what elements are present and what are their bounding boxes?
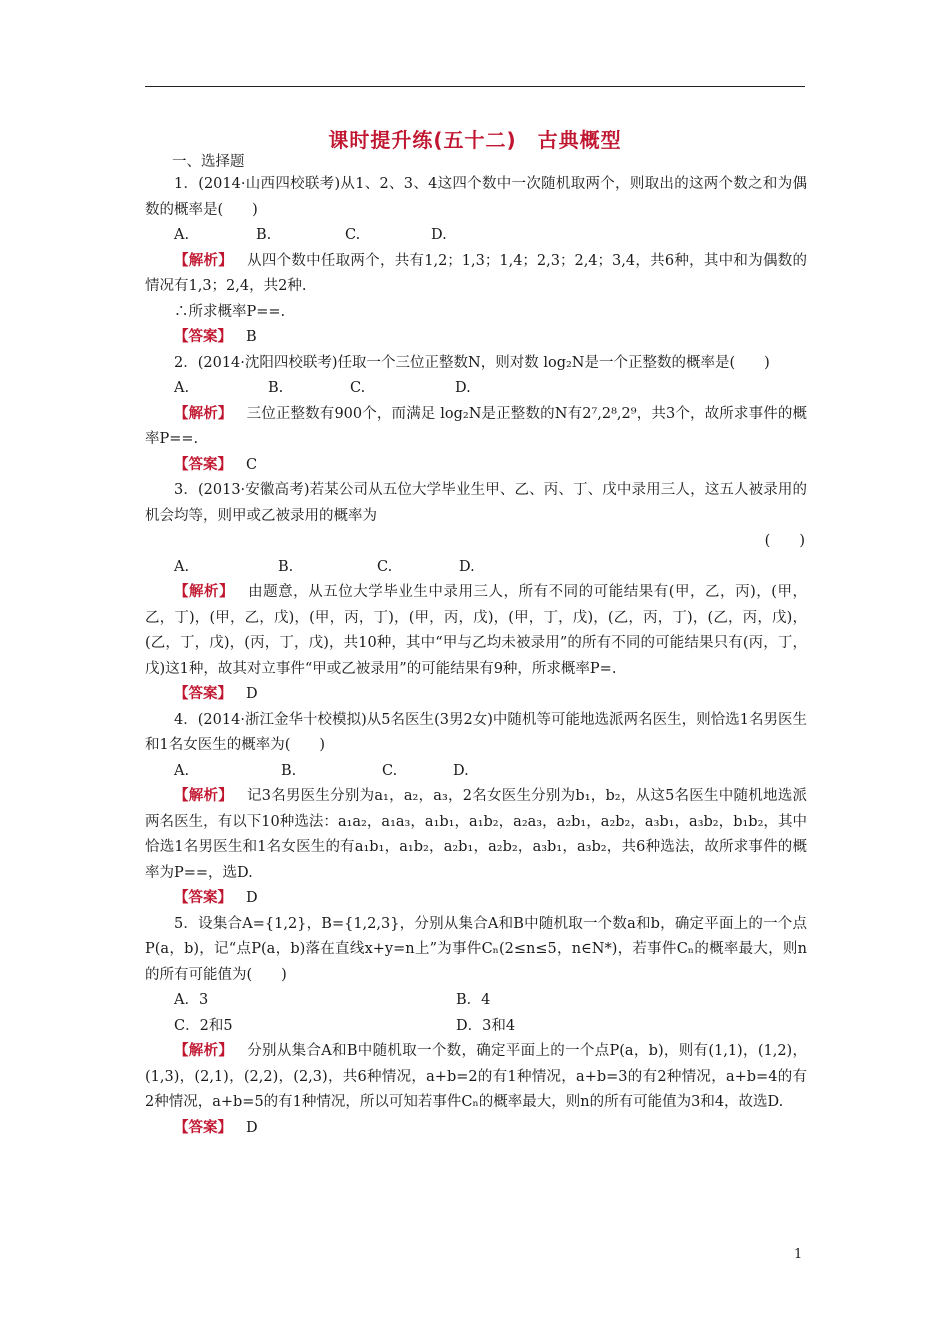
page-title: 课时提升练(五十二) 古典概型 — [328, 128, 622, 152]
q5-stem: 5．设集合A={1,2}，B={1,2,3}，分别从集合A和B中随机取一个数a和b，确定平面上的一个点P(a，b)，记“点P(a，b)落在直线x+y=n上”为事件Cₙ(2≤n≤5，n∈N*)，若事件Cₙ的概率最大，则n的所有可能值为( ) — [145, 915, 807, 983]
q3-analysis — [145, 580, 807, 682]
q5-answer — [145, 1116, 807, 1142]
q1-answer — [145, 325, 807, 351]
q2-option-a: A. — [174, 380, 190, 396]
q4-analysis — [145, 784, 807, 886]
q3-option-b: B. — [278, 558, 294, 575]
page-number: 1 — [794, 1247, 803, 1262]
q1-option-c: C. — [345, 227, 361, 243]
q3-answer-value: D — [246, 686, 258, 702]
q4-stem: 4．(2014·浙江金华十校模拟)从5名医生(3男2女)中随机等可能地选派两名医生，则恰选1名男医生和1名女医生的概率为( ) — [145, 711, 807, 753]
answer-label: 【答案】 — [174, 456, 232, 473]
q3-analysis-text: 由题意，从五位大学毕业生中录用三人，所有不同的可能结果有(甲，乙，丙)，(甲，乙，丁)，(甲，乙，戊)，(甲，丙，丁)，(甲，丙，戊)，(甲，丁，戊)，(乙，丙，丁)，(乙，丙，戊)，(乙，丁，戊)，(丙，丁，戊)，共10种，其中“甲与乙均未被录用”的所有不同的可能结果只有(丙，丁，戊)这1种，故其对立事件“甲或乙被录用”的可能结果有9种，所求概率P=. — [145, 584, 808, 677]
analysis-label: 【解析】 — [174, 1043, 234, 1059]
q4-answer-value: D — [246, 890, 258, 906]
analysis-label: 【解析】 — [174, 405, 233, 422]
answer-label: 【答案】 — [174, 1119, 232, 1136]
q5-option-b: B．4 — [456, 992, 491, 1008]
q5-analysis — [145, 1039, 807, 1116]
q5-answer-value: D — [246, 1119, 258, 1136]
q1-option-b: B. — [256, 227, 272, 243]
q2-answer-value: C — [246, 456, 258, 473]
answer-label: 【答案】 — [174, 686, 232, 702]
q1-option-a: A. — [174, 227, 190, 243]
q2-option-b: B. — [268, 380, 284, 396]
q4-option-b: B. — [281, 762, 297, 779]
q1-answer-value: B — [246, 329, 257, 345]
q5-options — [145, 988, 807, 1039]
q3-stem: 3．(2013·安徽高考)若某公司从五位大学毕业生甲、乙、丙、丁、戊中录用三人，这五人被录用的机会均等，则甲或乙被录用的概率为 — [145, 482, 807, 524]
q4-answer — [145, 886, 807, 912]
q3-answer — [145, 682, 807, 708]
analysis-label: 【解析】 — [174, 788, 233, 804]
question-list — [145, 172, 807, 1141]
q5-option-c: C．2和5 — [174, 1017, 233, 1034]
q5-analysis-text: 分别从集合A和B中随机取一个数，确定平面上的一个点P(a，b)，则有(1,1)，(1,2)，(1,3)，(2,1)，(2,2)，(2,3)，共6种情况，a+b=2的有1种情况，a+b=3的有2种情况，a+b=4的有2种情况，a+b=5的有1种情况，所以可知若事件Cₙ的概率最大，则n的所有可能值为3和4，故选D. — [145, 1043, 808, 1110]
q2-options — [145, 376, 807, 402]
q4-option-d: D. — [453, 762, 469, 779]
q3-answer-paren: ( ) — [764, 533, 805, 549]
q2-option-c: C. — [350, 380, 366, 396]
q2-analysis-text: 三位正整数有900个，而满足 log₂N是正整数的N有2⁷,2⁸,2⁹，共3个，故所求事件的概率P==. — [145, 405, 807, 447]
q1-analysis-conclusion: ∴所求概率P==. — [174, 303, 286, 320]
q5-option-a: A．3 — [174, 992, 209, 1008]
q1-options — [145, 223, 807, 249]
q1-analysis-text: 从四个数中任取两个，共有1,2；1,3；1,4；2,3；2,4；3,4，共6种，其中和为偶数的情况有1,3；2,4，共2种. — [145, 252, 807, 294]
q2-stem: 2．(2014·沈阳四校联考)任取一个三位正整数N，则对数 log₂N是一个正整数的概率是( ) — [174, 354, 770, 371]
q1-stem: 1．(2014·山西四校联考)从1、2、3、4这四个数中一次随机取两个，则取出的这两个数之和为偶数的概率是( ) — [145, 176, 807, 218]
q4-options — [145, 759, 807, 785]
q3-option-c: C. — [377, 558, 393, 575]
analysis-label: 【解析】 — [174, 252, 234, 269]
q1-option-d: D. — [431, 227, 447, 243]
analysis-label: 【解析】 — [174, 584, 235, 600]
q4-option-a: A. — [174, 762, 190, 779]
q2-analysis — [145, 402, 807, 453]
q4-analysis-text: 记3名男医生分别为a₁，a₂，a₃，2名女医生分别为b₁，b₂，从这5名医生中随机地选派两名医生，有以下10种选法：a₁a₂，a₁a₃，a₁b₁，a₁b₂，a₂a₃，a₂b₁，a₂b₂，a₃b₁，a₃b₂，b₁b₂，其中恰选1名男医生和1名女医生的有a₁b₁，a₁b₂，a₂b₁，a₂b₂，a₃b₁，a₃b₂，共6种选法，故所求事件的概率为P==，选D. — [145, 788, 807, 881]
q2-option-d: D. — [455, 380, 471, 396]
section-heading: 一、选择题 — [172, 154, 245, 170]
answer-label: 【答案】 — [174, 329, 232, 345]
header-rule — [145, 86, 805, 87]
answer-label: 【答案】 — [174, 890, 232, 906]
q3-options — [145, 555, 807, 581]
q2-answer — [145, 453, 807, 479]
q1-analysis — [145, 249, 807, 300]
q5-option-d: D．3和4 — [456, 1017, 516, 1034]
q3-option-d: D. — [459, 558, 475, 575]
q4-option-c: C. — [382, 762, 398, 779]
q3-option-a: A. — [174, 558, 190, 575]
